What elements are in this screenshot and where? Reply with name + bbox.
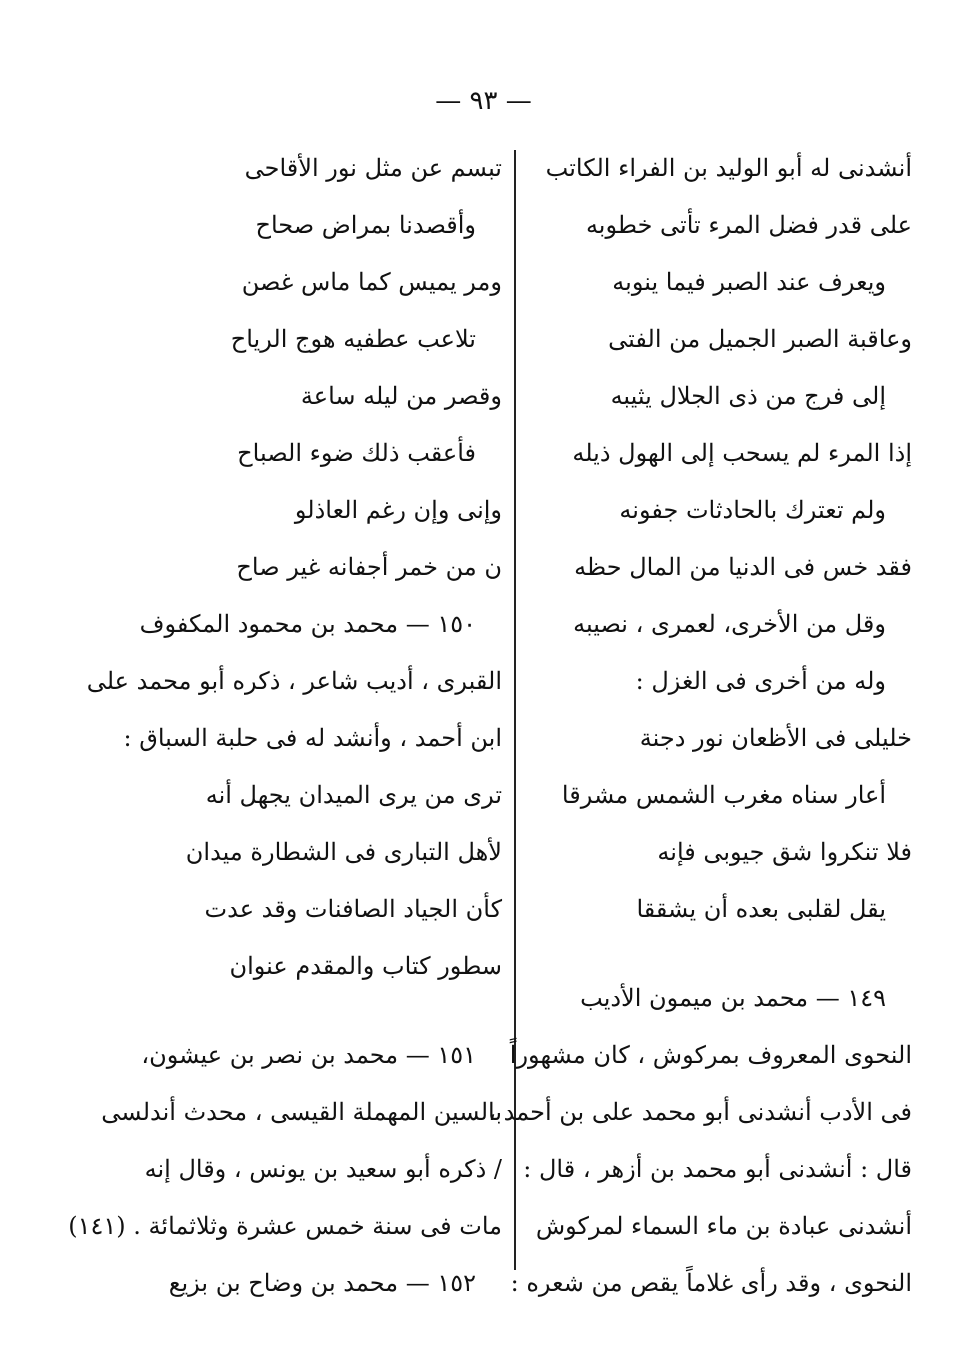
verse-line: لأهل التبارى فى الشطارة ميدان bbox=[185, 838, 502, 866]
text-line: بالسين المهملة القيسى ، محدث أندلسى bbox=[101, 1098, 502, 1126]
text-line: فى الأدب أنشدنى أبو محمد على بن أحمد ، bbox=[488, 1098, 912, 1126]
verse-line: أعار سناه مغرب الشمس مشرقا bbox=[561, 781, 886, 809]
verse-line: تلاعب عطفيه هوج الرياح bbox=[230, 325, 476, 353]
verse-line: تبسم عن مثل نور الأقاحى bbox=[244, 154, 502, 182]
page-number: — ٩٣ — bbox=[435, 86, 532, 116]
text-line: أنشدنى له أبو الوليد بن الفراء الكاتب bbox=[545, 154, 912, 182]
verse-line: سطور كتاب والمقدم عنوان bbox=[229, 952, 502, 980]
verse-line: كأن الجياد الصافنات وقد عدت bbox=[204, 895, 502, 923]
text-line: / ذكره أبو سعيد بن يونس ، وقال إنه bbox=[144, 1155, 502, 1183]
verse-line: وعاقبة الصبر الجميل من الفتى bbox=[608, 325, 912, 353]
text-line: النحوى المعروف بمركوش ، كان مشهوراً bbox=[509, 1041, 912, 1069]
verse-line: ن من خمر أجفانه غير صاح bbox=[236, 553, 502, 581]
verse-line: ترى من يرى الميدان يجهل أنه bbox=[205, 781, 502, 809]
text-line: النحوى ، وقد رأى غلاماً يقص من شعره : bbox=[510, 1269, 912, 1297]
verse-line: إذا المرء لم يسحب إلى الهول ذيله bbox=[572, 439, 912, 467]
verse-line: ومر يميس كما ماس غصن bbox=[241, 268, 502, 296]
verse-line: وإنى وإن رغم العاذلو bbox=[294, 496, 502, 524]
verse-line: فقد خس فى الدنيا من المال حظه bbox=[574, 553, 912, 581]
text-line: قال : أنشدنى أبو محمد بن أزهر ، قال : bbox=[523, 1155, 912, 1183]
verse-line: فأعقب ذلك ضوء الصباح bbox=[237, 439, 476, 467]
left-column bbox=[68, 140, 502, 1312]
text-line: القبرى ، أديب شاعر ، ذكره أبو محمد على bbox=[86, 667, 502, 695]
verse-line: على قدر فضل المرء تأتى خطوبه bbox=[585, 211, 912, 239]
text-line: مات فى سنة خمس عشرة وثلاثمائة . (١٤١) bbox=[68, 1212, 502, 1240]
entry-heading: ١٥٠ — محمد بن محمود المكفوف bbox=[139, 610, 476, 638]
entry-heading: ١٥٢ — محمد بن وضاح بن بزيع bbox=[168, 1269, 476, 1297]
entry-heading: ١٥١ — محمد بن نصر بن عيشون، bbox=[141, 1041, 476, 1069]
text-line: ابن أحمد ، وأنشد له فى حلبة السباق : bbox=[123, 724, 502, 752]
verse-line: خليلى فى الأظعان نور دجنة bbox=[639, 724, 912, 752]
right-column bbox=[488, 140, 912, 1312]
verse-line: وقصر من ليله ساعة bbox=[300, 382, 502, 410]
text-line: أنشدنى عبادة بن ماء السماء لمركوش bbox=[535, 1212, 912, 1240]
verse-line: وقل من الأخرى، لعمرى ، نصيبه bbox=[573, 610, 886, 638]
entry-heading: ١٤٩ — محمد بن ميمون الأديب bbox=[580, 984, 886, 1012]
section-gap bbox=[118, 995, 502, 1027]
section-gap bbox=[540, 938, 912, 970]
verse-line: ويعرف عند الصبر فيما ينوبه bbox=[612, 268, 886, 296]
verse-line: وأقصدنا بمراض صحاح bbox=[255, 211, 476, 239]
verse-line: فلا تنكروا شق جيوبى فإنه bbox=[657, 838, 912, 866]
verse-line: يقل لقلبى بعده أن يشققا bbox=[636, 895, 886, 923]
text-line: وله من أخرى فى الغزل : bbox=[635, 667, 886, 695]
verse-line: إلى فرج من ذى الجلال يثيبه bbox=[610, 382, 886, 410]
verse-line: ولم تعترك بالحادثات جفونه bbox=[619, 496, 886, 524]
